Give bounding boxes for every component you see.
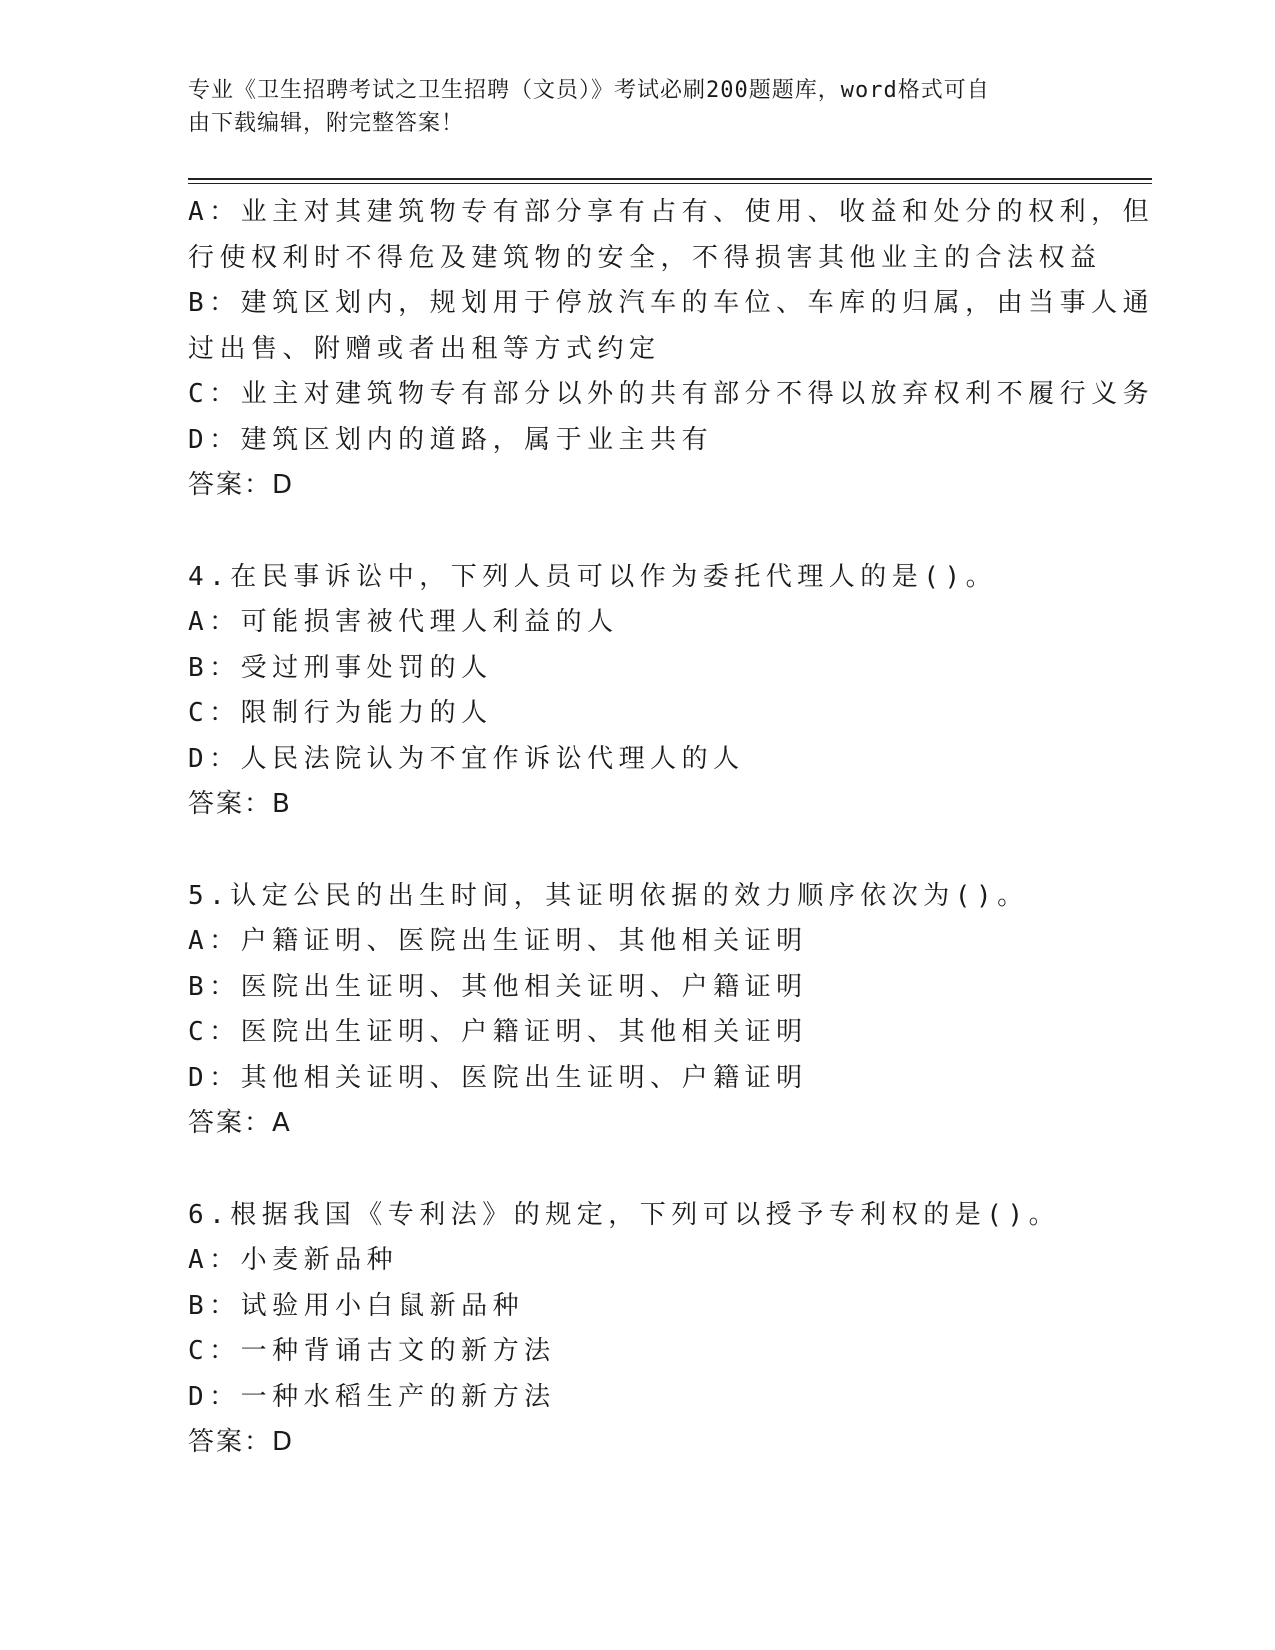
option-c: C：限制行为能力的人	[188, 698, 493, 728]
option-a: A：户籍证明、医院出生证明、其他相关证明	[188, 926, 808, 956]
answer: 答案：D	[188, 470, 295, 500]
question-text: 5.认定公民的出生时间，其证明依据的效力顺序依次为()。	[188, 880, 1029, 911]
header-line-2: 由下载编辑，附完整答案！	[188, 111, 465, 136]
spacer	[188, 1147, 1088, 1193]
option-d: D：其他相关证明、医院出生证明、户籍证明	[188, 1062, 808, 1093]
header-rule-thick	[188, 178, 1152, 180]
question-block-4	[188, 555, 1088, 828]
option-a-line-1: A：业主对其建筑物专有部分享有占有、使用、收益和处分的权利，但	[188, 197, 1155, 227]
option-d: D：人民法院认为不宜作诉讼代理人的人	[188, 743, 745, 774]
option-c: C：一种背诵古文的新方法	[188, 1336, 556, 1366]
option-d: D：建筑区划内的道路，属于业主共有	[188, 424, 714, 455]
option-c: C：医院出生证明、户籍证明、其他相关证明	[188, 1017, 808, 1047]
answer: 答案：B	[188, 789, 292, 819]
question-block-3	[188, 190, 1155, 509]
option-a: A：可能损害被代理人利益的人	[188, 607, 619, 637]
question-list	[188, 190, 1155, 1466]
question-text: 4.在民事诉讼中，下列人员可以作为委托代理人的是()。	[188, 561, 998, 592]
option-a-line-2: 行使权利时不得危及建筑物的安全，不得损害其他业主的合法权益	[188, 242, 1102, 273]
option-b-line-1: B：建筑区划内，规划用于停放汽车的车位、车库的归属，由当事人通	[188, 288, 1155, 318]
option-d: D：一种水稻生产的新方法	[188, 1381, 556, 1412]
option-b: B：试验用小白鼠新品种	[188, 1290, 525, 1321]
spacer	[188, 509, 1088, 555]
spacer	[188, 828, 1088, 874]
answer: 答案：A	[188, 1108, 292, 1138]
question-block-6	[188, 1193, 1088, 1466]
document-header	[188, 74, 1068, 140]
option-c: C：业主对建筑物专有部分以外的共有部分不得以放弃权利不履行义务	[188, 379, 1155, 409]
option-b-line-2: 过出售、附赠或者出租等方式约定	[188, 333, 661, 364]
header-line-1: 专业《卫生招聘考试之卫生招聘（文员）》考试必刷200题题库，word格式可自	[188, 78, 990, 103]
question-block-5	[188, 874, 1088, 1147]
question-text: 6.根据我国《专利法》的规定，下列可以授予专利权的是()。	[188, 1199, 1061, 1230]
option-b: B：受过刑事处罚的人	[188, 652, 493, 683]
option-b: B：医院出生证明、其他相关证明、户籍证明	[188, 971, 808, 1002]
header-rule-thin	[188, 183, 1152, 184]
answer: 答案：D	[188, 1427, 295, 1457]
option-a: A：小麦新品种	[188, 1245, 399, 1275]
